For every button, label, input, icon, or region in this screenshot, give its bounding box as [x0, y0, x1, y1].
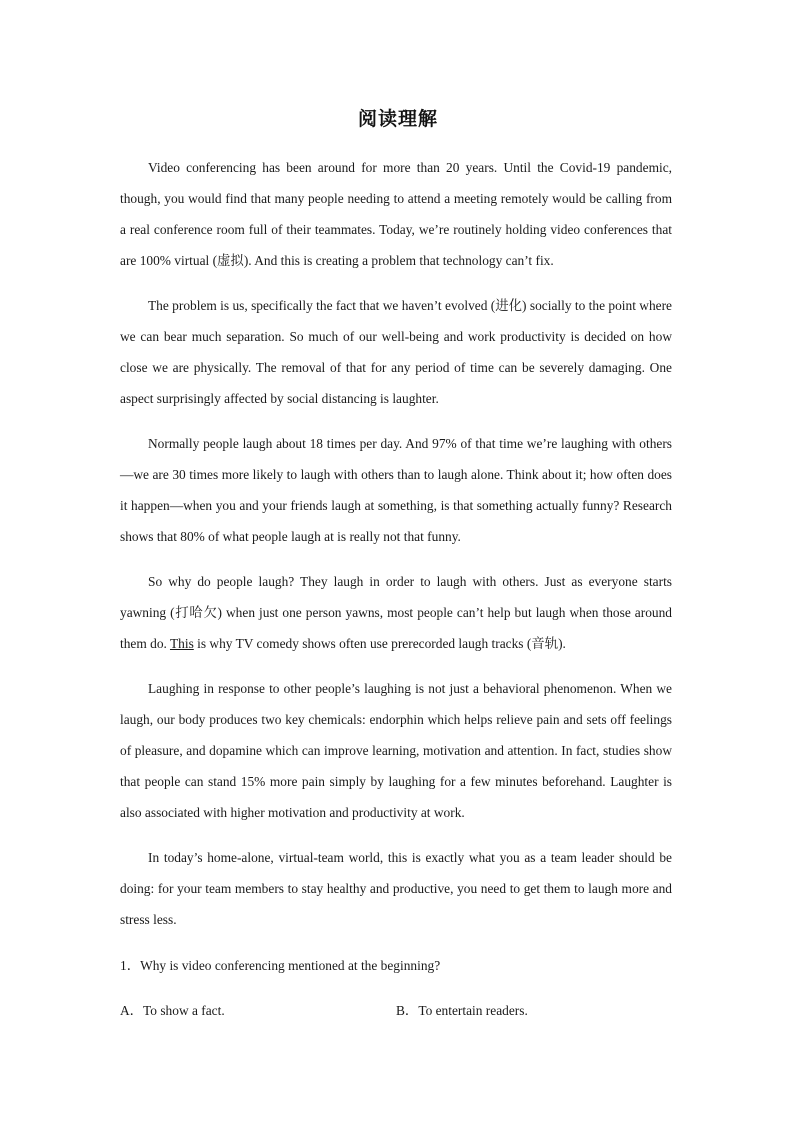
passage-paragraph-5: Laughing in response to other people’s laughing is not just a behavioral phenomenon. When we laugh, our body produces two key chemicals: endorphin which helps relieve pain and sets off feelings of pleasure, and dopamine which can improve learning, motivation and attention. In fact, studies show that people can stand 15% more pain simply by laughing for a few minutes beforehand. Laughter is also associated with higher motivation and productivity at work.	[120, 681, 672, 820]
paragraph-4-text-before: So why do people laugh? They laugh in order to laugh with others. Just as everyone starts yawning (打哈欠) when just one person yawns, most people can’t help but laugh when those around them do.	[120, 574, 672, 651]
paragraph-4-text-after: is why TV comedy shows often use prerecorded laugh tracks (音轨).	[193, 636, 566, 651]
passage-paragraph-6: In today’s home-alone, virtual-team world, this is exactly what you as a team leader should be doing: for your team members to stay healthy and productive, you need to get them to laugh more and stress less.	[120, 850, 672, 927]
passage-paragraph-4	[120, 566, 672, 659]
passage-paragraph-3: Normally people laugh about 18 times per day. And 97% of that time we’re laughing with others—we are 30 times more likely to laugh with others than to laugh alone. Think about it; how often does it happen—when you and your friends laugh at something, is that something actually funny? Research shows that 80% of what people laugh at is really not that funny.	[120, 436, 672, 544]
question-1-stem: 1．Why is video conferencing mentioned at the beginning?	[120, 958, 441, 973]
passage-paragraph-1: Video conferencing has been around for more than 20 years. Until the Covid-19 pandemic, though, you would find that many people needing to attend a meeting remotely would be calling from a real conference room full of their teammates. Today, we’re routinely holding video conferences that are 100% virtual (虚拟). And this is creating a problem that technology can’t fix.	[120, 160, 672, 268]
option-a: A．To show a fact.	[120, 1003, 225, 1018]
page-title: 阅读理解	[357, 108, 438, 130]
passage-paragraph-2: The problem is us, specifically the fact that we haven’t evolved (进化) socially to the point where we can bear much separation. So much of our well-being and work productivity is decided on how close we are physically. The removal of that for any period of time can be severely damaging. One aspect surprisingly affected by social distancing is laughter.	[120, 298, 672, 406]
underlined-word-this: This	[169, 636, 194, 651]
option-b: B．To entertain readers.	[396, 1003, 528, 1018]
